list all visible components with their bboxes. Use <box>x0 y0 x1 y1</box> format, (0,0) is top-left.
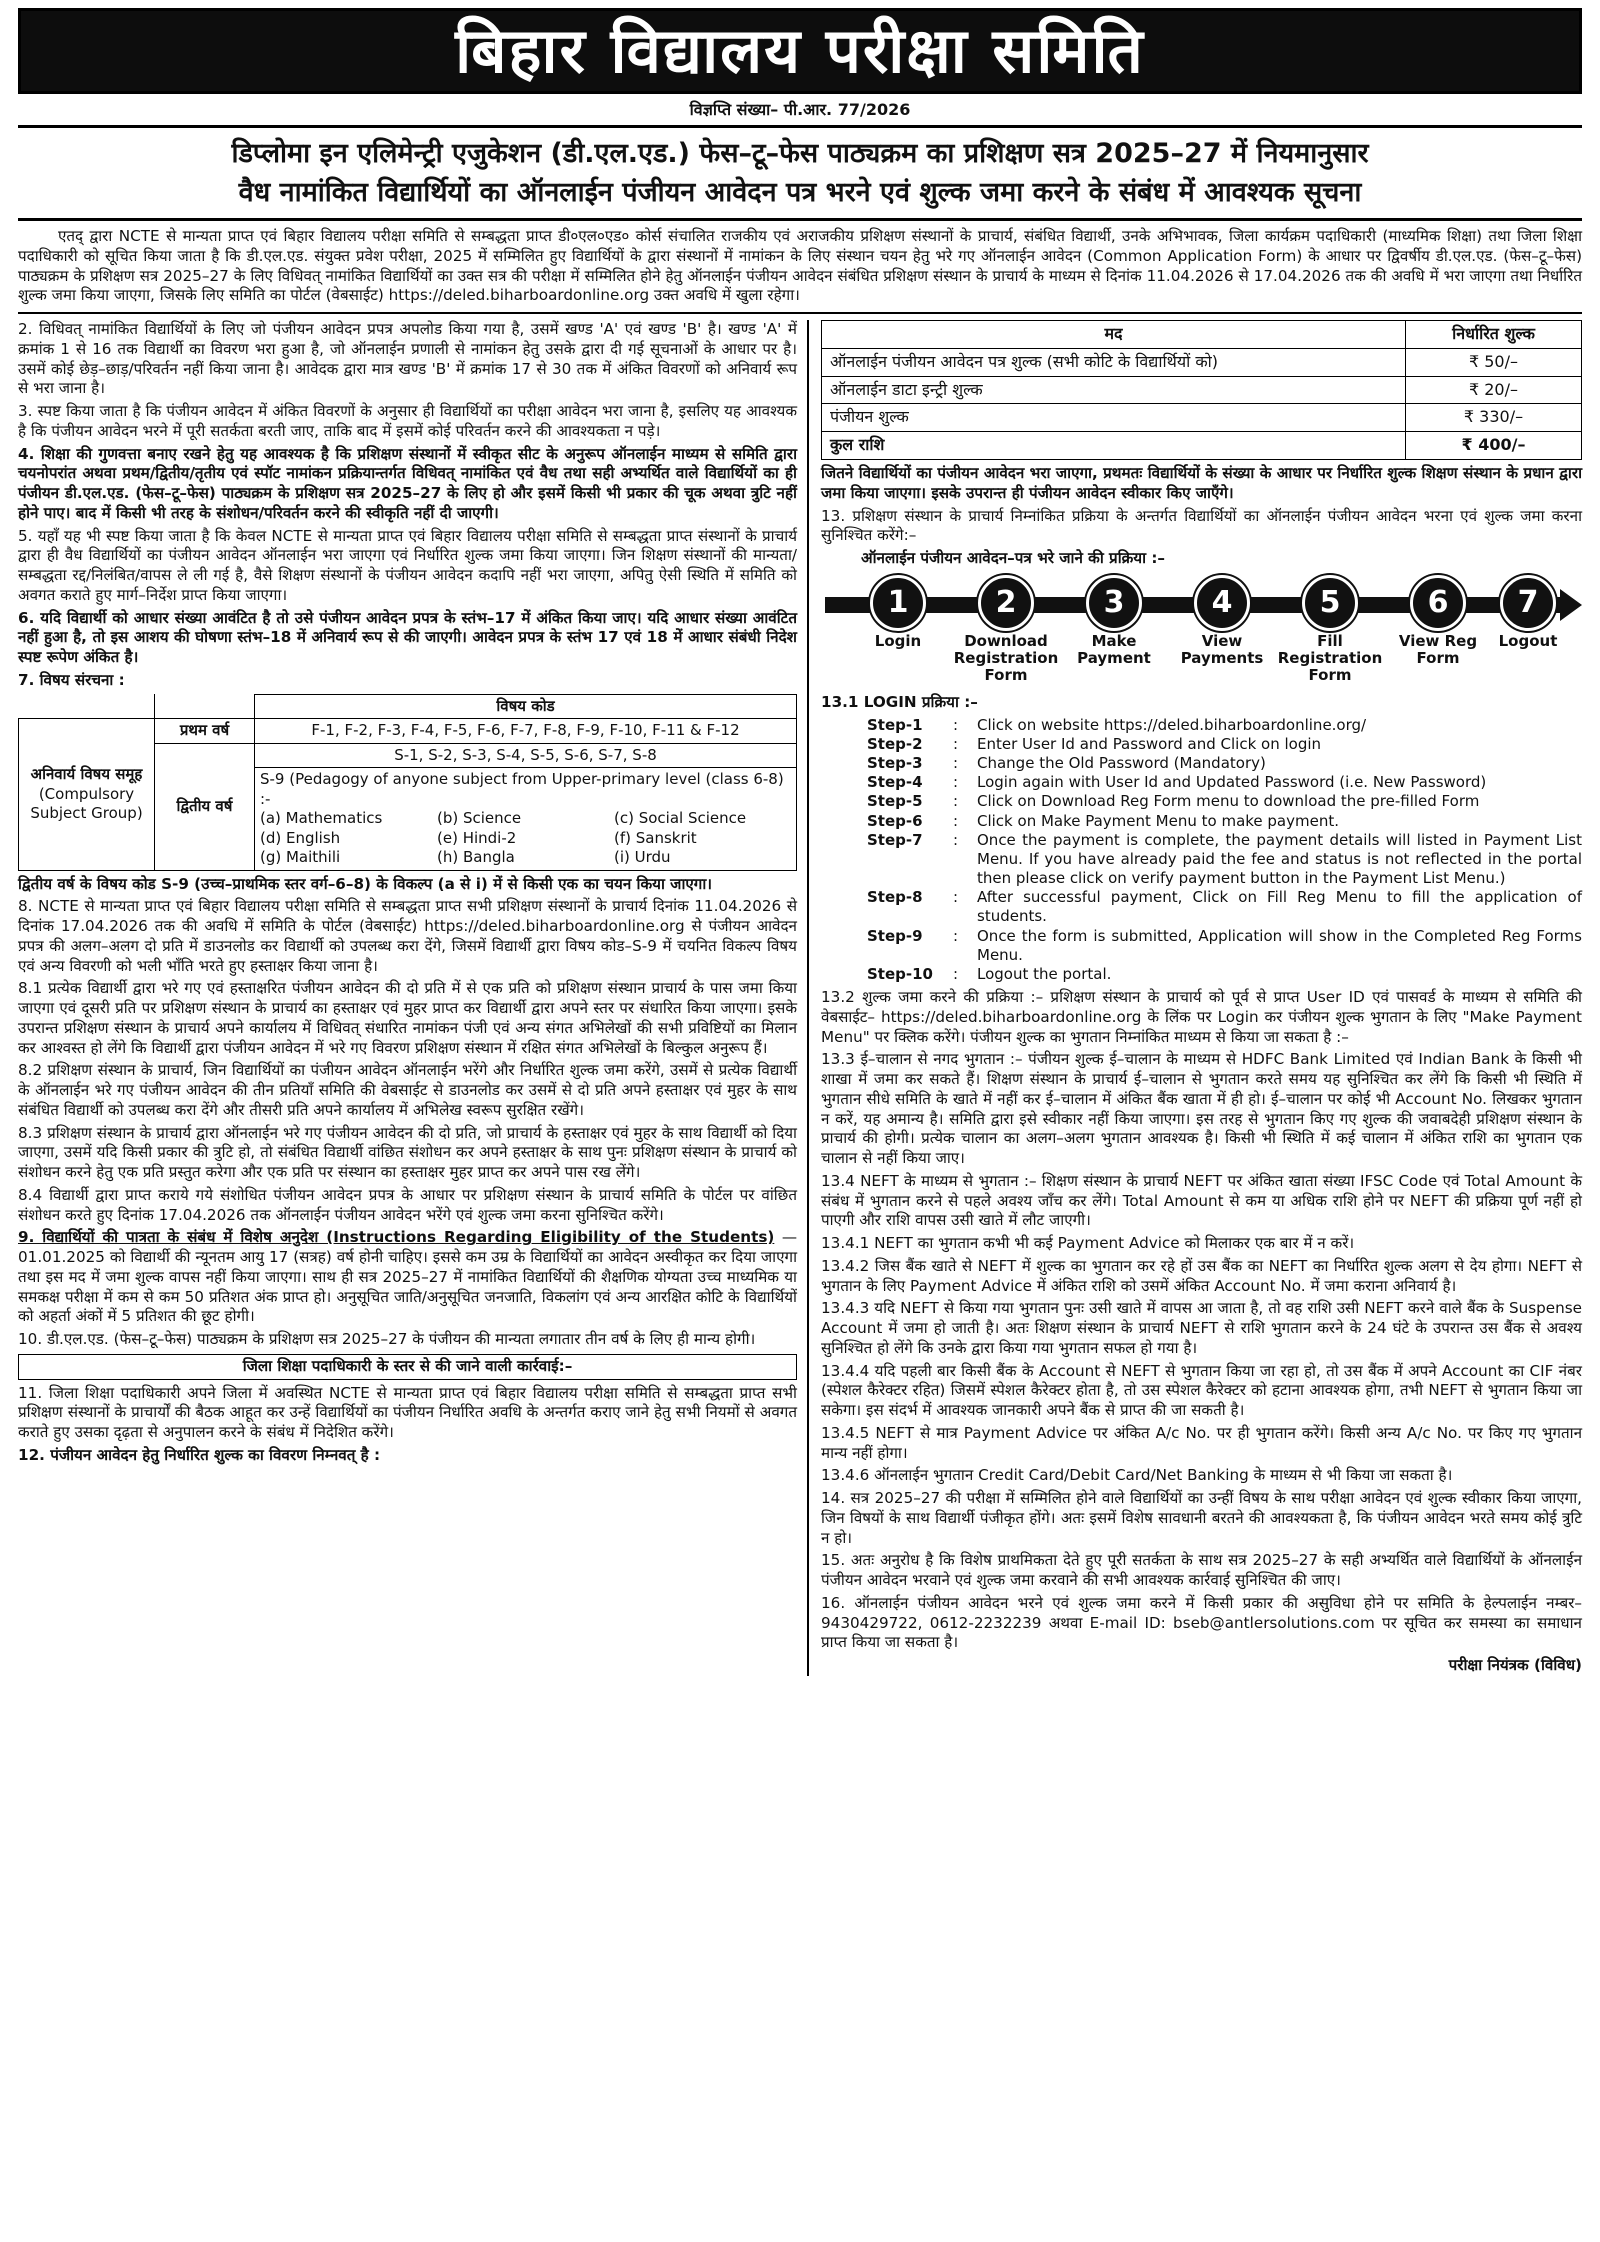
s9-description: S-9 (Pedagogy of anyone subject from Upper-primary level (class 6-8) :- <box>260 770 784 808</box>
para-13-4-5: 13.4.5 NEFT से मात्र Payment Advice पर अंकित A/c No. पर ही भुगतान करेंगे। किसी अन्य A/c No. पर किए गए भुगतान मान्य नहीं होगा। <box>821 1423 1582 1462</box>
login-step: Step-5 : Click on Download Reg Form menu to download the pre-filled Form <box>867 792 1480 811</box>
login-step: Step-6 : Click on Make Payment Menu to make payment. <box>867 811 1339 830</box>
s9-options-cell <box>255 768 797 871</box>
option-item: (f) Sanskrit <box>614 828 697 847</box>
year-2-codes: S-1, S-2, S-3, S-4, S-5, S-6, S-7, S-8 <box>255 743 797 768</box>
option-item: (h) Bangla <box>437 848 515 867</box>
option-item: (a) Mathematics <box>260 809 383 828</box>
option-item: (d) English <box>260 828 341 847</box>
para-9 <box>18 1228 797 1327</box>
option-item: (i) Urdu <box>614 848 671 867</box>
year-2-label: द्वितीय वर्ष <box>155 743 255 870</box>
signature: परीक्षा नियंत्रक (विविध) <box>1448 1656 1582 1675</box>
subject-code-header: विषय कोड <box>255 694 797 719</box>
notice-headline <box>18 125 1582 221</box>
login-heading: 13.1 LOGIN प्रक्रिया :– <box>821 692 978 711</box>
login-steps <box>867 716 1582 985</box>
para-13-4-6: 13.4.6 ऑनलाईन भुगतान Credit Card/Debit Card/Net Banking के माध्यम से भी किया जा सकता है। <box>821 1466 1453 1485</box>
option-item: (c) Social Science <box>614 809 747 828</box>
login-step: Step-9 : Once the form is submitted, Application will show in the Completed Reg Forms Menu. <box>867 926 1582 964</box>
flow-step-view-form: 6 View Reg Form <box>1383 575 1493 668</box>
subject-table <box>18 694 797 871</box>
para-5: 5. यहाँ यह भी स्पष्ट किया जाता है कि केवल NCTE से मान्यता प्राप्त एवं बिहार विद्यालय परीक्षा समिति से सम्बद्धता प्राप्त संस्थानों के प्राचार्य द्वारा ही वैध विद्यार्थियों का पंजीयन आवेदन ऑनलाईन भरा जाएगा एवं निर्धारित शुल्क जमा किया जाएगा। जिन शिक्षण संस्थानों की मान्यता/सम्बद्धता रद्द/निलंबित/वापस ले ली गई है, वैसे शिक्षण संस्थानों के पंजीयन आवेदन कदापि नहीं भरा जाएगा, अपितु ऐसी स्थिति में समिति को अवगत कराते हुए मार्ग–निर्देश प्राप्त किया जाएगा। <box>18 526 797 604</box>
flow-step-download: 2 Download Registration Form <box>951 575 1061 685</box>
para-8-3: 8.3 प्रशिक्षण संस्थान के प्राचार्य द्वारा ऑनलाईन भरे गए पंजीयन आवेदन की दो प्रति, जो प्राचार्य के हस्ताक्षर एवं मुहर के साथ विद्यार्थी को दिया जाएगा, उसमें यदि किसी प्रकार की त्रुटि हो, तो संबंधित विद्यार्थी वांछित संशोधन कर अपने हस्ताक्षर के साथ पुनः प्रशिक्षण संस्थान के प्राचार्य को संशोधन करने हेतु एक प्रति प्रस्तुत करेगा और एक प्रति पर संस्थान का हस्ताक्षर मुहर प्राप्त कर अपने पास रख लेंगे। <box>18 1123 797 1182</box>
para-13-4-1: 13.4.1 NEFT का भुगतान कभी भी कई Payment Advice को मिलाकर एक बार में न करें। <box>821 1234 1355 1253</box>
fee-row: ऑनलाईन डाटा इन्ट्री शुल्क ₹ 20/– <box>822 376 1582 404</box>
option-item: (g) Maithili <box>260 848 341 867</box>
para-2: 2. विधिवत् नामांकित विद्यार्थियों के लिए जो पंजीयन आवेदन प्रपत्र अपलोड किया गया है, उसमें खण्ड 'A' एवं खण्ड 'B' है। खण्ड 'A' में क्रमांक 1 से 16 तक विद्यार्थी का विवरण भरा हुआ है, जो ऑनलाईन प्रणाली से नामांकन हेतु उसके द्वारा दी गई सूचनाओं के आधार पर है। उसमें कोई छेड़–छाड़/परिवर्तन नहीं किया जाना है। आवेदक द्वारा मात्र खण्ड 'B' में क्रमांक 17 से 30 तक में अंकित विवरणों को अनिवार्य रूप से भरा जाना है। <box>18 320 797 398</box>
option-item: (e) Hindi-2 <box>437 828 517 847</box>
fee-total-row: कुल राशि ₹ 400/– <box>822 432 1582 460</box>
flow-step-view-payments: 4 View Payments <box>1167 575 1277 668</box>
flow-step-payment: 3 Make Payment <box>1059 575 1169 668</box>
notice-number: विज्ञप्ति संख्या– पी.आर. 77/2026 <box>689 100 911 119</box>
intro-paragraph: एतद् द्वारा NCTE से मान्यता प्राप्त एवं बिहार विद्यालय परीक्षा समिति से सम्बद्धता प्राप्त डी०एल०एड० कोर्स संचालित राजकीय एवं अराजकीय प्रशिक्षण संस्थानों के प्राचार्य, संबंधित विद्यार्थी, उनके अभिभावक, जिला कार्यक्रम पदाधिकारी (माध्यमिक शिक्षा) तथा जिला शिक्षा पदाधिकारी को सूचित किया जाता है कि डी.एल.एड. संयुक्त प्रवेश परीक्षा, 2025 में सम्मिलित हुए विद्यार्थियों के द्वारा संस्थानों में नामांकन के लिए संस्थान चयन हेतु भरे गए ऑनलाईन आवेदन (Common Application Form) के आधार पर द्विवर्षीय डी.एल.एड. (फेस–टू–फेस) पाठ्यक्रम के प्रशिक्षण सत्र 2025–27 के लिए विधिवत् नामांकित विद्यार्थियों का उक्त सत्र की परीक्षा में सम्मिलित होने हेतु ऑनलाईन पंजीयन आवेदन संबंधित प्रशिक्षण संस्थान के प्राचार्य के माध्यम से दिनांक 11.04.2026 से 17.04.2026 तक की अवधि में भरा जाएगा तथा निर्धारित शुल्क जमा किया जाएगा, जिसके लिए समिति का पोर्टल (वेबसाईट) https://deled.biharboardonline.org उक्त अवधि में खुला रहेगा। <box>18 227 1582 314</box>
headline-line-2: वैध नामांकित विद्यार्थियों का ऑनलाईन पंजीयन आवेदन पत्र भरने एवं शुल्क जमा करने के संबंध में आवश्यक सूचना <box>238 176 1362 208</box>
para-7-heading: 7. विषय संरचना : <box>18 670 125 689</box>
para-15: 15. अतः अनुरोध है कि विशेष प्राथमिकता देते हुए पूरी सतर्कता के साथ सत्र 2025–27 के सही अभ्यर्थित वाले विद्यार्थियों के ऑनलाईन पंजीयन आवेदन भरवाने एवं शुल्क जमा करवाने की सभी आवश्यक कार्रवाई सुनिश्चित की जाए। <box>821 1551 1582 1590</box>
process-flow <box>821 575 1582 691</box>
para-13-3: 13.3 ई–चालान से नगद भुगतान :– पंजीयन शुल्क ई–चालान के माध्यम से HDFC Bank Limited एवं Indian Bank के किसी भी शाखा में जमा कर सकते हैं। शिक्षण संस्थान के प्राचार्य ई–चालान से भुगतान करते समय यह सुनिश्चित कर लेंगे कि किसी भी स्थिति में भुगतान सीधे समिति के खाते में नहीं कर ई–चालान में अंकित बैंक खाता में ही हो। ई–चालान पर कोई भी Account No. लिखकर भुगतान न करें, यह अमान्य है। समिति द्वारा इसे स्वीकार नहीं किया जाएगा। इस तरह से भुगतान किए गए शुल्क की जवाबदेही प्रशिक्षण संस्थान के प्राचार्य की होगी। प्रत्येक चालान का अलग–अलग भुगतान आवश्यक है। किसी भी स्थिति में कई चालान में अंकित राशि का भुगतान एक चालान से नहीं किया जाए। <box>821 1050 1582 1168</box>
para-6: 6. यदि विद्यार्थी को आधार संख्या आवंटित है तो उसे पंजीयन आवेदन प्रपत्र के स्तंभ–17 में अंकित किया जाए। यदि आधार संख्या आवंटित नहीं हुआ है, तो इस आशय की घोषणा स्तंभ–18 में अनिवार्य रूप से की जाएगी। आवेदन प्रपत्र के स्तंभ 17 एवं 18 में आधार संबंधी निदेश स्पष्ट रूपेण अंकित है। <box>18 608 797 667</box>
para-14: 14. सत्र 2025–27 की परीक्षा में सम्मिलित होने वाले विद्यार्थियों का उन्हीं विषय के साथ परीक्षा आवेदन एवं शुल्क स्वीकार किया जाएगा, जिन विषयों के साथ विद्यार्थी पंजीकृत होंगे। अतः इसमें विशेष सावधानी बरतने की आवश्यकता है, कि पंजीयन आवेदन भरते समय कोई त्रुटि न हो। <box>821 1489 1582 1547</box>
para-7-note: द्वितीय वर्ष के विषय कोड S-9 (उच्च–प्राथमिक स्तर वर्ग–6–8) के विकल्प (a से i) में से किसी एक का चयन किया जाएगा। <box>18 874 713 893</box>
para-8-1: 8.1 प्रत्येक विद्यार्थी द्वारा भरे गए एवं हस्ताक्षरित पंजीयन आवेदन की दो प्रति में से एक प्रति को प्रशिक्षण संस्थान प्राचार्य के पास जमा किया जाएगा एवं दूसरी प्रति पर प्रशिक्षण संस्थान के प्राचार्य का हस्ताक्षर एवं मुहर प्राप्त कर विद्यार्थी द्वारा अपने स्तर पर संधारित किया जाएगा। इसके उपरान्त प्रशिक्षण संस्थान के प्राचार्य अपने कार्यालय में विधिवत् संधारित नामांकन पंजी एवं अन्य संगत अभिलेखों की सभी प्रविष्टियों का मिलान कर आश्वस्त हो लेंगे कि विद्यार्थी द्वारा पंजीयन आवेदन में भरे गए विवरण प्रशिक्षण संस्थान में रक्षित संगत अभिलेखों के बिल्कुल अनुरूप हैं। <box>18 979 797 1057</box>
fee-head-amount: निर्धारित शुल्क <box>1406 321 1582 349</box>
para-11: 11. जिला शिक्षा पदाधिकारी अपने जिला में अवस्थित NCTE से मान्यता प्राप्त एवं बिहार विद्यालय परीक्षा समिति से सम्बद्धता प्राप्त सभी प्रशिक्षण संस्थानों के प्राचार्यों की बैठक आहूत कर उन्हें विद्यार्थियों का पंजीयन निर्धारित अवधि के अन्तर्गत कराए जाने हेतु सभी नियमों से अवगत कराते हुए उसका दृढ़ता से अनुपालन करने के संबंध में निदेशित करेंगे। <box>18 1383 797 1442</box>
para-13-4-4: 13.4.4 यदि पहली बार किसी बैंक के Account से NEFT से भुगतान किया जा रहा हो, तो उस बैंक में अपने Account का CIF नंबर (स्पेशल कैरेक्टर रहित) जिसमें स्पेशल कैरेक्टर होता है, तो उस स्पेशल कैरेक्टर को हटाना आवश्यक होगा, तभी NEFT से भुगतान किया जा सकेगा। इस संदर्भ में आवश्यक जानकारी अपने बैंक से प्राप्त की जा सकती है। <box>821 1361 1582 1420</box>
login-step: Step-4 : Login again with User Id and Updated Password (i.e. New Password) <box>867 773 1487 792</box>
fee-table <box>821 320 1582 460</box>
district-action-heading: जिला शिक्षा पदाधिकारी के स्तर से की जाने वाली कार्रवाई:– <box>18 1354 797 1380</box>
board-masthead: बिहार विद्यालय परीक्षा समिति <box>18 8 1582 94</box>
login-step: Step-1 : Click on website https://deled.biharboardonline.org/ <box>867 715 1367 734</box>
para-8-4: 8.4 विद्यार्थी द्वारा प्राप्त कराये गये संशोधित पंजीयन आवेदन प्रपत्र के आधार पर प्रशिक्षण संस्थान के प्राचार्य समिति के पोर्टल पर वांछित संशोधन करते हुए दिनांक 17.04.2026 तक ऑनलाईन पंजीयन आवेदन भरेंगे एवं शुल्क जमा करना सुनिश्चित करेंगे। <box>18 1185 797 1224</box>
flow-step-fill-form: 5 Fill Registration Form <box>1275 575 1385 685</box>
para-13-4-3: 13.4.3 यदि NEFT से किया गया भुगतान पुनः उसी खाते में वापस आ जाता है, तो वह राशि उसी NEFT करने वाले बैंक के Suspense Account में जमा हो जाती है। अतः शिक्षण संस्थान के प्राचार्य NEFT से राशि भुगतान करने के 24 घंटे के उपरान्त उस बैंक से अवश्य सुनिश्चित हो लेंगे कि उनके द्वारा किया गया भुगतान सफल हो गया है। <box>821 1299 1582 1357</box>
flow-step-login: 1 Login <box>843 575 953 650</box>
headline-line-1: डिप्लोमा इन एलिमेन्ट्री एजुकेशन (डी.एल.एड.) फेस–टू–फेस पाठ्यक्रम का प्रशिक्षण सत्र 2025–27 में नियमानुसार <box>231 137 1369 169</box>
year-1-label: प्रथम वर्ष <box>155 719 255 744</box>
fee-head-item: मद <box>822 321 1406 349</box>
right-column <box>809 320 1582 1676</box>
para-8-2: 8.2 प्रशिक्षण संस्थान के प्राचार्य, जिन विद्यार्थियों का पंजीयन आवेदन ऑनलाईन भरेंगे और निर्धारित शुल्क जमा करेंगे, उसमें से प्रत्येक विद्यार्थी के ऑनलाईन भरे गए पंजीयन आवेदन की तीन प्रतियाँ समिति की वेबसाईट से डाउनलोड कर उसमें से दो प्रति अपने हस्ताक्षर एवं मुहर के साथ संबंधित विद्यार्थी को उपलब्ध करा देंगे और तीसरी प्रति अपने कार्यालय में अभिलेख स्वरूप सुरक्षित रखेंगे। <box>18 1061 797 1119</box>
login-step: Step-2 : Enter User Id and Password and Click on login <box>867 734 1322 753</box>
login-step: Step-8 : After successful payment, Click on Fill Reg Menu to fill the application of students. <box>867 888 1582 926</box>
login-step: Step-3 : Change the Old Password (Mandatory) <box>867 753 1266 772</box>
para-3: 3. स्पष्ट किया जाता है कि पंजीयन आवेदन में अंकित विवरणों के अनुसार ही विद्यार्थियों का परीक्षा आवेदन भरा जाना है, इसलिए यह आवश्यक है कि पंजीयन आवेदन भरने में पूरी सतर्कता बरती जाए, ताकि बाद में इसमें कोई परिवर्तन करने की आवश्यकता न पड़े। <box>18 402 797 440</box>
para-13-4: 13.4 NEFT के माध्यम से भुगतान :– शिक्षण संस्थान के प्राचार्य NEFT पर अंकित खाता संख्या IFSC Code एवं Total Amount के संबंध में भुगतान करने से पहले अवश्य जाँच कर लेंगे। Total Amount से कम या अधिक राशि होने पर NEFT की प्रक्रिया पूर्ण नहीं हो पाएगी और राशि वापस उसी खाते में लौट जाएगी। <box>821 1171 1582 1230</box>
login-step: Step-10 : Logout the portal. <box>867 965 1112 983</box>
fee-note: जितने विद्यार्थियों का पंजीयन आवेदन भरा जाएगा, प्रथमतः विद्यार्थियों के संख्या के आधार पर निर्धारित शुल्क शिक्षण संस्थान के प्रधान द्वारा जमा किया जाएगा। इसके उपरान्त ही पंजीयन आवेदन स्वीकार किए जाएँगे। <box>821 464 1582 502</box>
para-12: 12. पंजीयन आवेदन हेतु निर्धारित शुल्क का विवरण निम्नवत् है : <box>18 1445 381 1464</box>
login-step: Step-7 : Once the payment is complete, the payment details will listed in Payment List Menu. If you have already paid the fee and status is not reflected in the portal then please click on verify payment button in the Payment List Menu.) <box>867 830 1582 888</box>
compulsory-group-cell: अनिवार्य विषय समूह (Compulsory Subject Group) <box>19 719 155 871</box>
two-column-body <box>18 320 1582 1676</box>
year-1-codes: F-1, F-2, F-3, F-4, F-5, F-6, F-7, F-8, F-9, F-10, F-11 & F-12 <box>255 719 797 744</box>
para-13-4-2: 13.4.2 जिस बैंक खाते से NEFT में शुल्क का भुगतान कर रहे हों उस बैंक का NEFT का निर्धारित शुल्क अलग से देय होगा। NEFT से भुगतान के लिए Payment Advice में अंकित राशि को उसमें अंकित Account No. में जमा कराना अनिवार्य है। <box>821 1256 1582 1295</box>
s9-options <box>260 809 791 868</box>
para-4: 4. शिक्षा की गुणवत्ता बनाए रखने हेतु यह आवश्यक है कि प्रशिक्षण संस्थानों में स्वीकृत सीट के अनुरूप ऑनलाईन माध्यम से समिति द्वारा चयनोपरांत अथवा प्रथम/द्वितीय/तृतीय एवं स्पॉट नामांकन प्रक्रियान्तर्गत विधिवत् नामांकित एवं वैध तथा सही अभ्यर्थित वाले विद्यार्थियों का ही पंजीयन डी.एल.एड. (फेस–टू–फेस) पाठ्यक्रम के प्रशिक्षण सत्र 2025–27 के लिए हो और इसमें किसी भी प्रकार की चूक अथवा त्रुटि नहीं होने पाए। बाद में किसी भी तरह के संशोधन/परिवर्तन करने की स्वीकृति नहीं दी जाएगी। <box>18 444 797 522</box>
process-heading: ऑनलाईन पंजीयन आवेदन–पत्र भरे जाने की प्रक्रिया :– <box>861 549 1165 568</box>
fee-row: पंजीयन शुल्क ₹ 330/– <box>822 404 1582 432</box>
para-9-heading: 9. विद्यार्थियों की पात्रता के संबंध में विशेष अनुदेश (Instructions Regarding Eligibility of the Students) <box>18 1228 775 1247</box>
option-item: (b) Science <box>437 809 522 828</box>
fee-row: ऑनलाईन पंजीयन आवेदन पत्र शुल्क (सभी कोटि के विद्यार्थियों को) ₹ 50/– <box>822 348 1582 376</box>
para-13: 13. प्रशिक्षण संस्थान के प्राचार्य निम्नांकित प्रक्रिया के अन्तर्गत विद्यार्थियों का ऑनलाईन पंजीयन आवेदन भरना एवं शुल्क जमा करना सुनिश्चित करेंगे:– <box>821 506 1582 545</box>
left-column <box>18 320 809 1676</box>
para-10: 10. डी.एल.एड. (फेस–टू–फेस) पाठ्यक्रम के प्रशिक्षण सत्र 2025–27 के पंजीयन की मान्यता लगातार तीन वर्ष के लिए ही मान्य होगी। <box>18 1330 756 1349</box>
para-8: 8. NCTE से मान्यता प्राप्त एवं बिहार विद्यालय परीक्षा समिति से सम्बद्धता प्राप्त सभी प्रशिक्षण संस्थानों के प्राचार्य दिनांक 11.04.2026 से दिनांक 17.04.2026 तक की अवधि में समिति के पोर्टल (वेबसाईट) https://deled.biharboardonline.org से पंजीयन आवेदन प्रपत्र की अलग–अलग दो प्रति में डाउनलोड कर विद्यार्थी को उपलब्ध करा देंगे, जिसमें विद्यार्थी द्वारा विषय कोड–S-9 में चयनित विकल्प विषय एवं अन्य विवरणी को भली भाँति भरते हुए हस्ताक्षर किया जाना है। <box>18 897 797 975</box>
flow-step-logout: 7 Logout <box>1473 575 1583 650</box>
para-16: 16. ऑनलाईन पंजीयन आवेदन भरने एवं शुल्क जमा करने में किसी प्रकार की असुविधा होने पर समिति के हेल्पलाईन नम्बर– 9430429722, 0612-2232239 अथवा E-mail ID: bseb@antlersolutions.com पर सूचित कर समस्या का समाधान प्राप्त किया जा सकता है। <box>821 1593 1582 1652</box>
para-13-2: 13.2 शुल्क जमा करने की प्रक्रिया :– प्रशिक्षण संस्थान के प्राचार्य को पूर्व से प्राप्त User ID एवं पासवर्ड के माध्यम से समिति की वेबसाईट– https://deled.biharboardonline.org के लिंक पर Login कर पंजीयन शुल्क भुगतान के लिए "Make Payment Menu" पर क्लिक करेंगे। पंजीयन शुल्क का भुगतान निम्नांकित माध्यम से किया जा सकता है :– <box>821 988 1582 1046</box>
para-9-text: — 01.01.2025 को विद्यार्थी की न्यूनतम आयु 17 (सत्रह) वर्ष होनी चाहिए। इससे कम उम्र के विद्यार्थियों का आवेदन अस्वीकृत कर दिया जाएगा तथा इस मद में जमा शुल्क वापस नहीं किया जाएगा। साथ ही सत्र 2025–27 में नामांकित विद्यार्थियों की शैक्षणिक योग्यता उच्च माध्यमिक या समकक्ष परीक्षा में कम से कम 50 प्रतिशत अंक प्राप्त हो। अनुसूचित जाति/अनुसूचित जनजाति, विकलांग एवं अन्य आरक्षित कोटि के विद्यार्थियों को अहर्ता अंकों में 5 प्रतिशत की छूट होगी। <box>18 1228 797 1326</box>
